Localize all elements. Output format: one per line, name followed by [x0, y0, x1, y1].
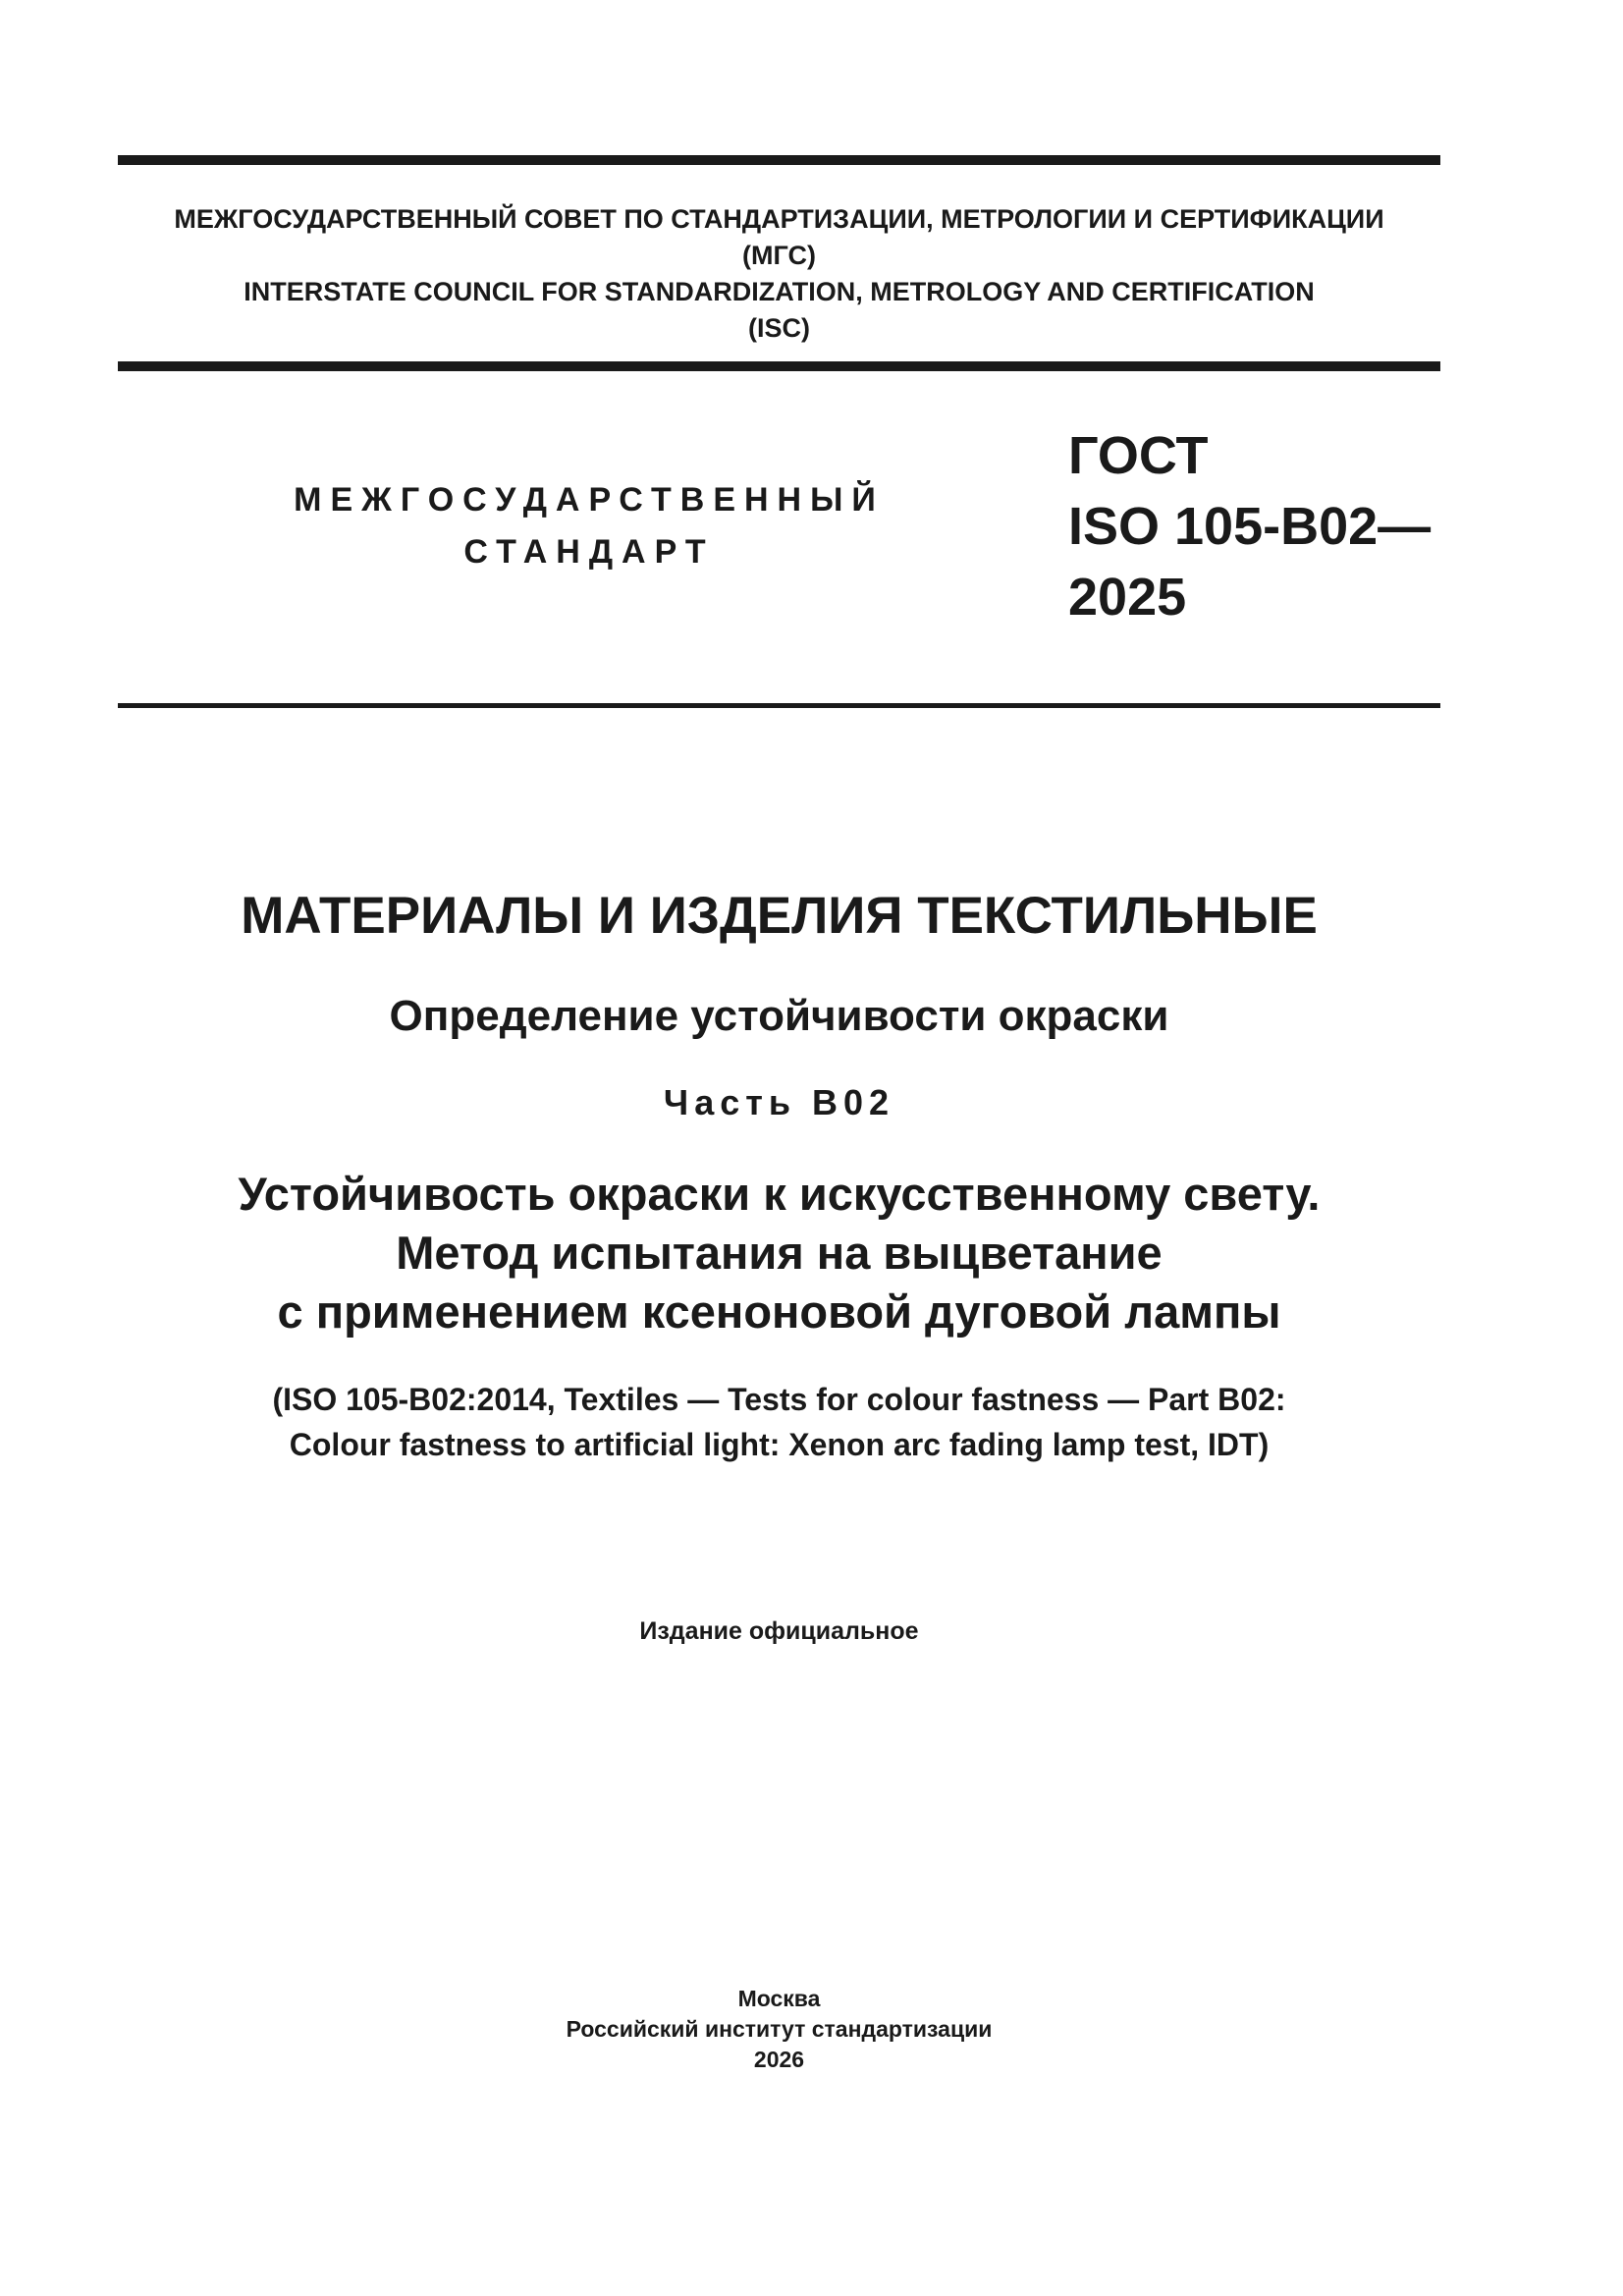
council-en-name: INTERSTATE COUNCIL FOR STANDARDIZATION, METROLOGY AND CERTIFICATION	[243, 277, 1315, 306]
publisher-block	[118, 1984, 1440, 2075]
iso-reference	[118, 1377, 1440, 1467]
council-header	[118, 201, 1440, 347]
standard-code	[1068, 420, 1431, 632]
standard-kind-line2: СТАНДАРТ	[463, 533, 715, 571]
top-rule	[118, 155, 1440, 165]
part-title	[118, 1165, 1440, 1341]
council-en-abbr: (ISC)	[748, 313, 810, 343]
council-ru-abbr: (МГС)	[742, 241, 816, 270]
bottom-rule	[118, 703, 1440, 708]
publisher-institute: Российский институт стандартизации	[566, 2016, 993, 2042]
standard-code-line2: ISO 105-B02—	[1068, 497, 1432, 556]
publisher-city: Москва	[737, 1986, 821, 2011]
part-title-line3: с применением ксеноновой дуговой лампы	[277, 1285, 1281, 1338]
standard-code-line3: 2025	[1068, 568, 1187, 627]
standard-code-line1: ГОСТ	[1068, 426, 1209, 485]
iso-reference-line1: (ISO 105-B02:2014, Textiles — Tests for colour fastness — Part B02:	[272, 1382, 1286, 1417]
document-title: МАТЕРИАЛЫ И ИЗДЕЛИЯ ТЕКСТИЛЬНЫЕ	[241, 887, 1318, 945]
middle-rule	[118, 361, 1440, 371]
standard-kind	[245, 474, 933, 578]
part-title-line2: Метод испытания на выцветание	[396, 1227, 1163, 1279]
part-label: Часть В02	[663, 1082, 895, 1122]
document-subtitle: Определение устойчивости окраски	[389, 992, 1169, 1040]
edition-label: Издание официальное	[639, 1617, 919, 1645]
part-title-line1: Устойчивость окраски к искусственному свету.	[238, 1168, 1321, 1220]
standard-kind-line1: МЕЖГОСУДАРСТВЕННЫЙ	[294, 481, 885, 519]
publisher-year: 2026	[753, 2047, 805, 2072]
council-ru-name: МЕЖГОСУДАРСТВЕННЫЙ СОВЕТ ПО СТАНДАРТИЗАЦИИ, МЕТРОЛОГИИ И СЕРТИФИКАЦИИ	[174, 204, 1384, 234]
iso-reference-line2: Colour fastness to artificial light: Xenon arc fading lamp test, IDT)	[289, 1427, 1270, 1462]
